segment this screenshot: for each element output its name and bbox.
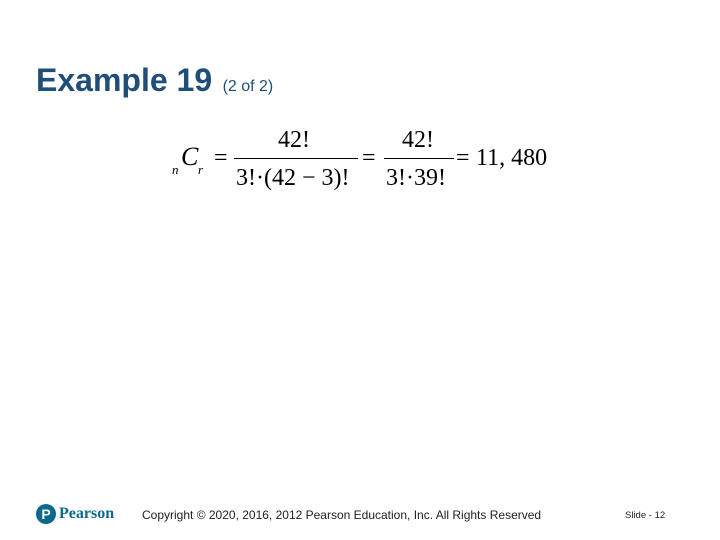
formula-symbol-c: C — [181, 142, 199, 171]
pearson-p-icon: P — [36, 504, 56, 524]
fraction-1-numerator: 42! — [278, 127, 310, 153]
copyright-notice: Copyright © 2020, 2016, 2012 Pearson Education, Inc. All Rights Reserved — [142, 508, 542, 522]
fraction-1-denominator: 3!·(42 − 3)! — [236, 165, 350, 191]
formula-result: 11, 480 — [476, 145, 548, 171]
formula-equals-2: = — [362, 145, 376, 171]
fraction-2-bar — [384, 158, 454, 159]
formula-subscript-n: n — [172, 162, 179, 177]
slide-title — [36, 62, 273, 99]
formula-subscript-r: r — [198, 162, 204, 177]
formula-equals-1: = — [214, 145, 228, 171]
fraction-2-numerator: 42! — [402, 127, 434, 153]
fraction-1-bar — [234, 158, 358, 159]
pearson-logo — [36, 503, 114, 525]
pearson-wordmark: Pearson — [59, 505, 115, 522]
slide-number: Slide - 12 — [625, 510, 666, 521]
fraction-2-denominator: 3!·39! — [386, 165, 446, 191]
title-main: Example 19 — [36, 62, 213, 98]
title-subtitle: (2 of 2) — [222, 78, 274, 95]
formula-equals-3: = — [456, 145, 470, 171]
combination-formula — [168, 122, 558, 202]
